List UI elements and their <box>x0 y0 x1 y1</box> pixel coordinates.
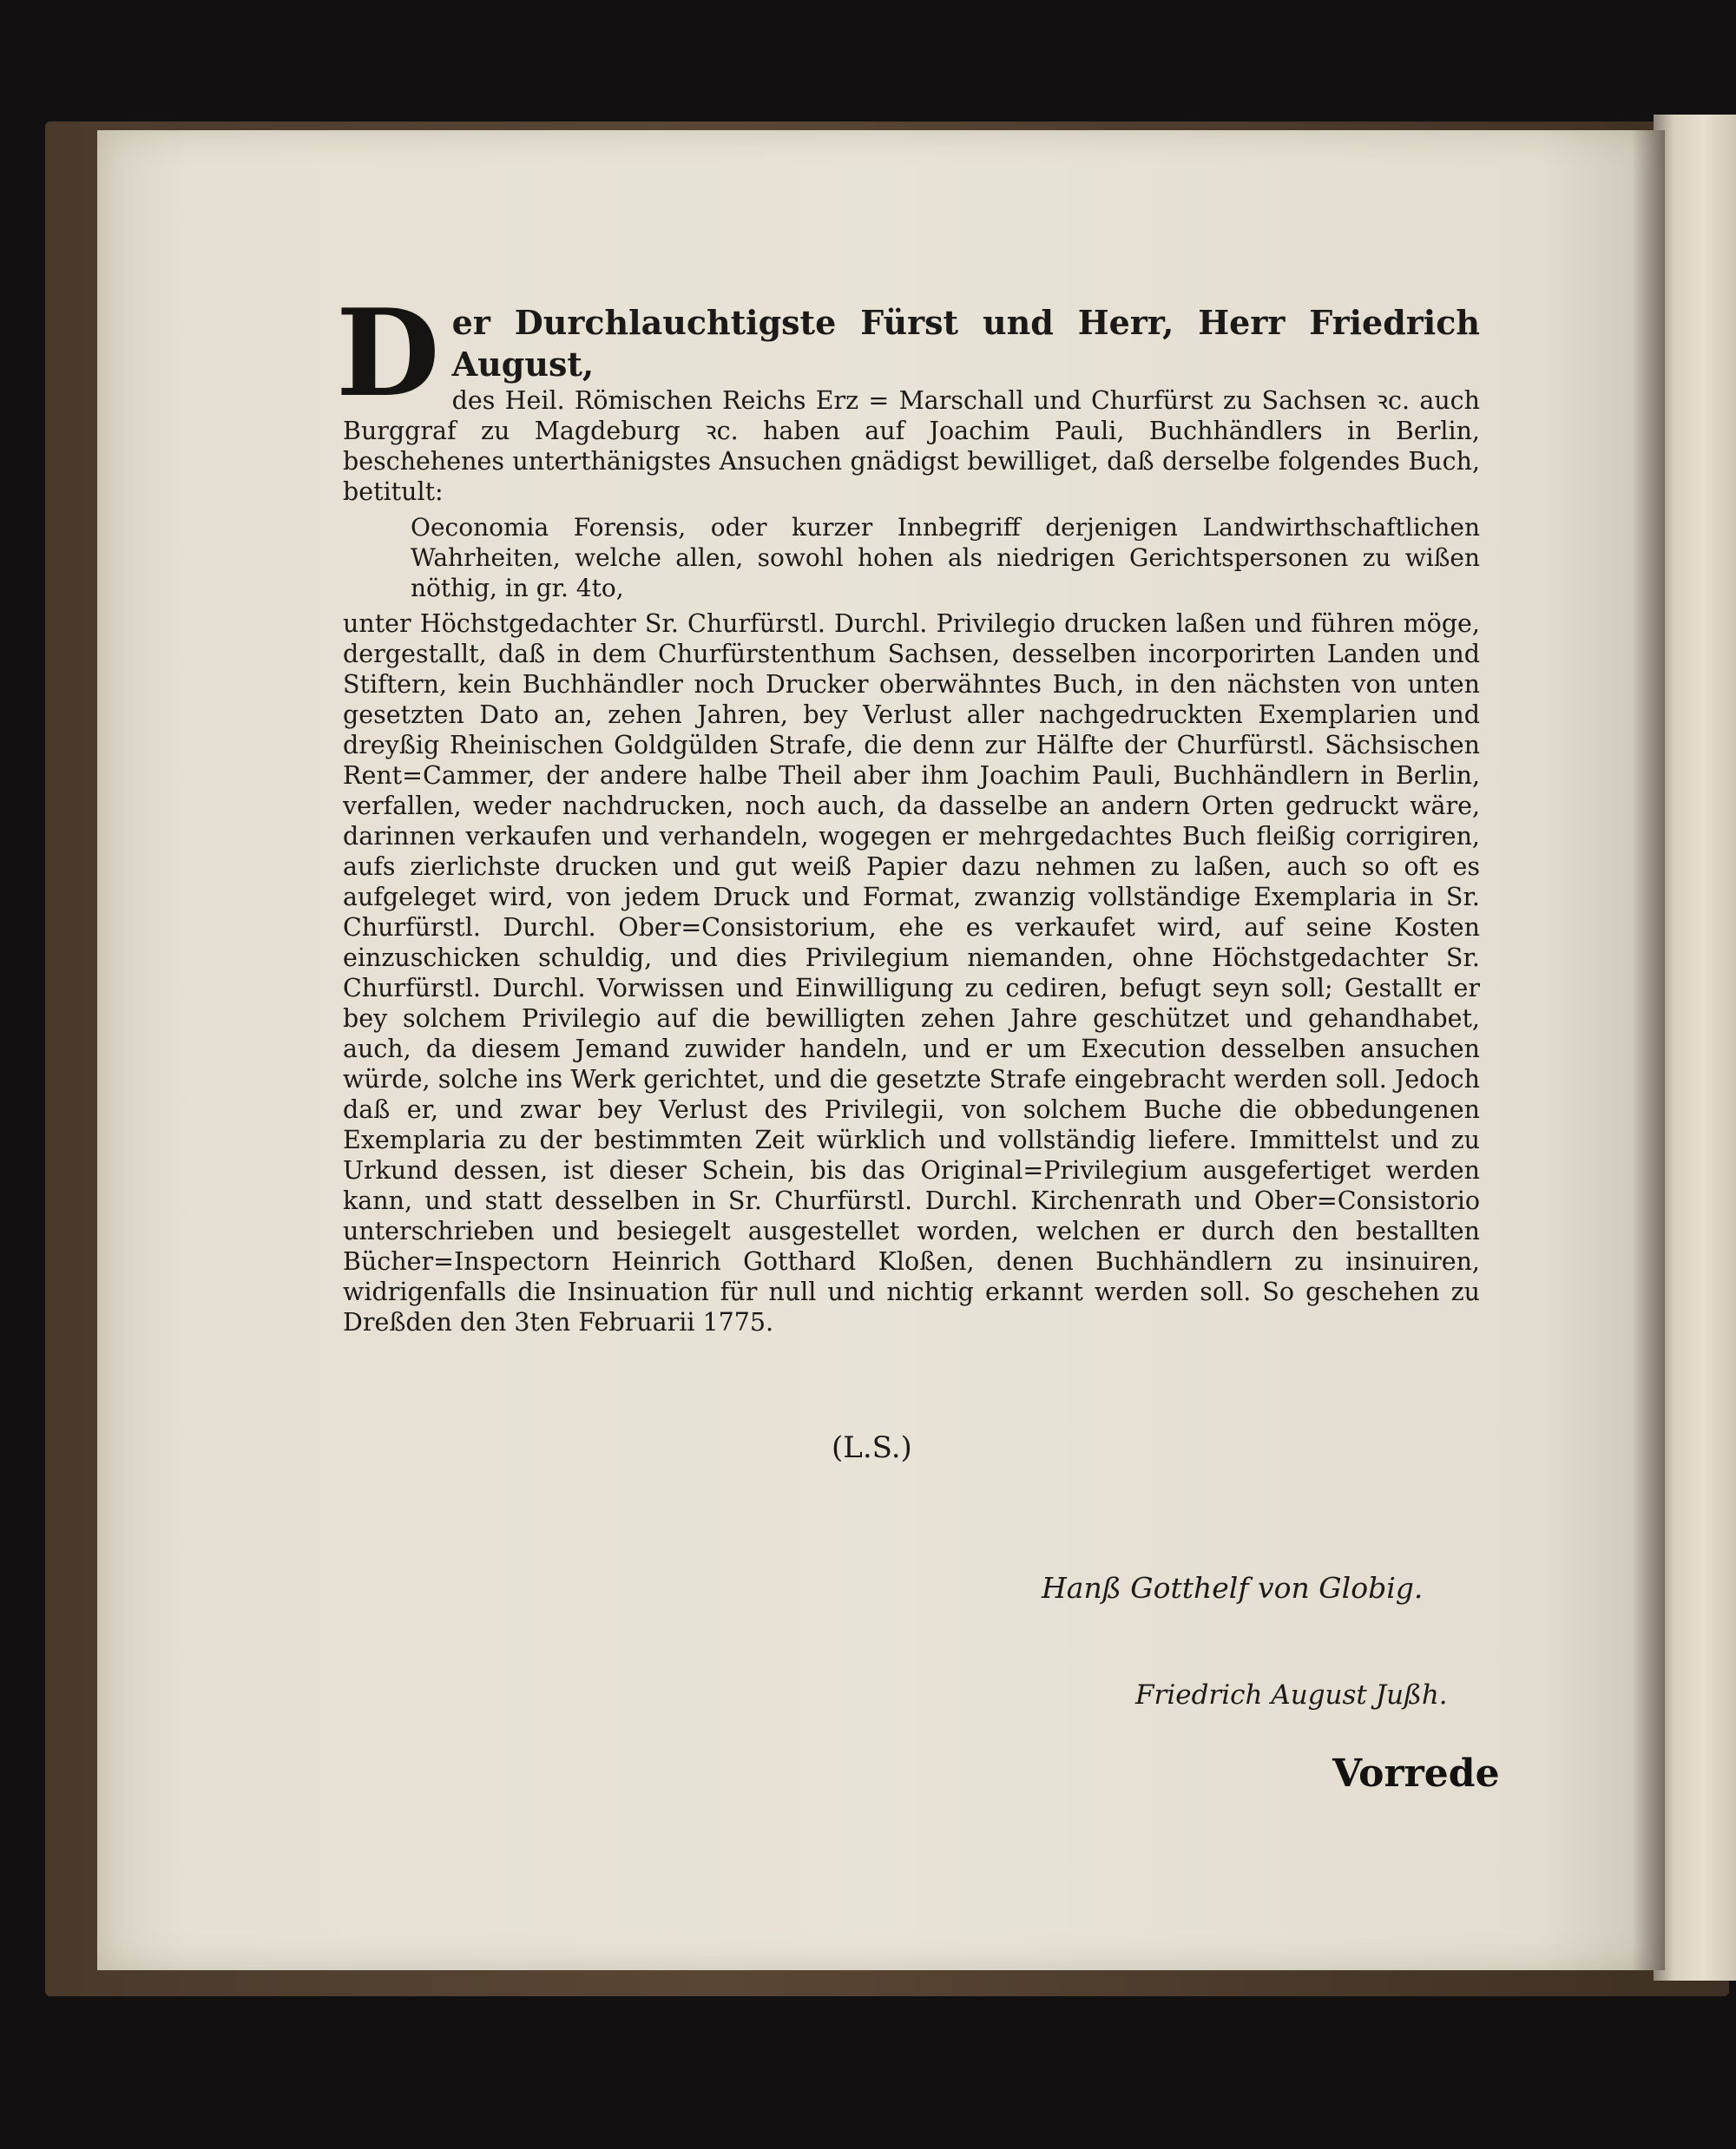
heading: er Durchlauchtigste Fürst und Herr, Herr Friedrich August, <box>451 303 1480 384</box>
book-title: Oeconomia Forensis, oder kurzer Innbegriff derjenigen Landwirthschaftlichen Wahrheiten, welche allen, sowohl hohen als niedrigen Gerichtspersonen zu wißen nöthig, in gr. 4to, <box>411 513 1480 602</box>
drop-cap: D <box>336 282 440 424</box>
seal-mark: (L.S.) <box>832 1430 912 1465</box>
next-page-edge <box>1654 115 1736 1981</box>
signature-globig: Hanß Gotthelf von Globig. <box>1042 1571 1424 1605</box>
privilege-text <box>336 282 1480 1337</box>
catchword: Vorrede <box>1332 1751 1500 1796</box>
page-gutter-shadow <box>1632 130 1665 1970</box>
intro-paragraph: des Heil. Römischen Reichs Erz = Marschall und Churfürst zu Sachsen ꝛc. auch Burggraf zu Magdeburg ꝛc. haben auf Joachim Pauli, Buchhändlers in Berlin, beschehenes unterthänigstes Ansuchen gnädigst bewilliget, daß derselbe folgendes Buch, betitult: <box>343 386 1480 506</box>
signature-august: Friedrich August Jußh. <box>1135 1679 1448 1711</box>
body-paragraph: unter Höchstgedachter Sr. Churfürstl. Durchl. Privilegio drucken laßen und führen möge, dergestallt, daß in dem Churfürstenthum Sachsen, desselben incorporirten Landen und Stiftern, kein Buchhändler noch Drucker oberwähntes Buch, in den nächsten von unten gesetzten Dato an, zehen Jahren, bey Verlust aller nachgedruckten Exemplarien und dreyßig Rheinischen Goldgülden Strafe, die denn zur Hälfte der Churfürstl. Sächsischen Rent=Cammer, der andere halbe Theil aber ihm Joachim Pauli, Buchhändlern in Berlin, verfallen, weder nachdrucken, noch auch, da dasselbe an andern Orten gedruckt wäre, darinnen verkaufen und verhandeln, wogegen er mehrgedachtes Buch fleißig corrigiren, aufs zierlichste drucken und gut weiß Papier dazu nehmen zu laßen, auch so oft es aufgeleget wird, von jedem Druck und Format, zwanzig vollständige Exemplaria in Sr. Churfürstl. Durchl. Ober=Consistorium, ehe es verkaufet wird, auf seine Kosten einzuschicken schuldig, und dies Privilegium niemanden, ohne Höchstgedachter Sr. Churfürstl. Durchl. Vorwissen und Einwilligung zu cediren, befugt seyn soll; Gestallt er bey solchem Privilegio auf die bewilligten zehen Jahre geschützet und gehandhabet, auch, da diesem Jemand zuwider handeln, und er um Execution desselben ansuchen würde, solche ins Werk gerichtet, und die gesetzte Strafe eingebracht werden soll. Jedoch daß er, und zwar bey Verlust des Privilegii, von solchem Buche die obbedungenen Exemplaria zu der bestimmten Zeit würklich und vollständig liefere. Immittelst und zu Urkund dessen, ist dieser Schein, bis das Original=Privilegium ausgefertiget werden kann, und statt desselben in Sr. Churfürstl. Durchl. Kirchenrath und Ober=Consistorio unterschrieben und besiegelt ausgestellet worden, welchen er durch den bestallten Bücher=Inspectorn Heinrich Gotthard Kloßen, denen Buchhändlern zu insinuiren, widrigenfalls die Insinuation für null und nichtig erkannt werden soll. So geschehen zu Dreßden den 3ten Februarii 1775. <box>343 609 1480 1337</box>
